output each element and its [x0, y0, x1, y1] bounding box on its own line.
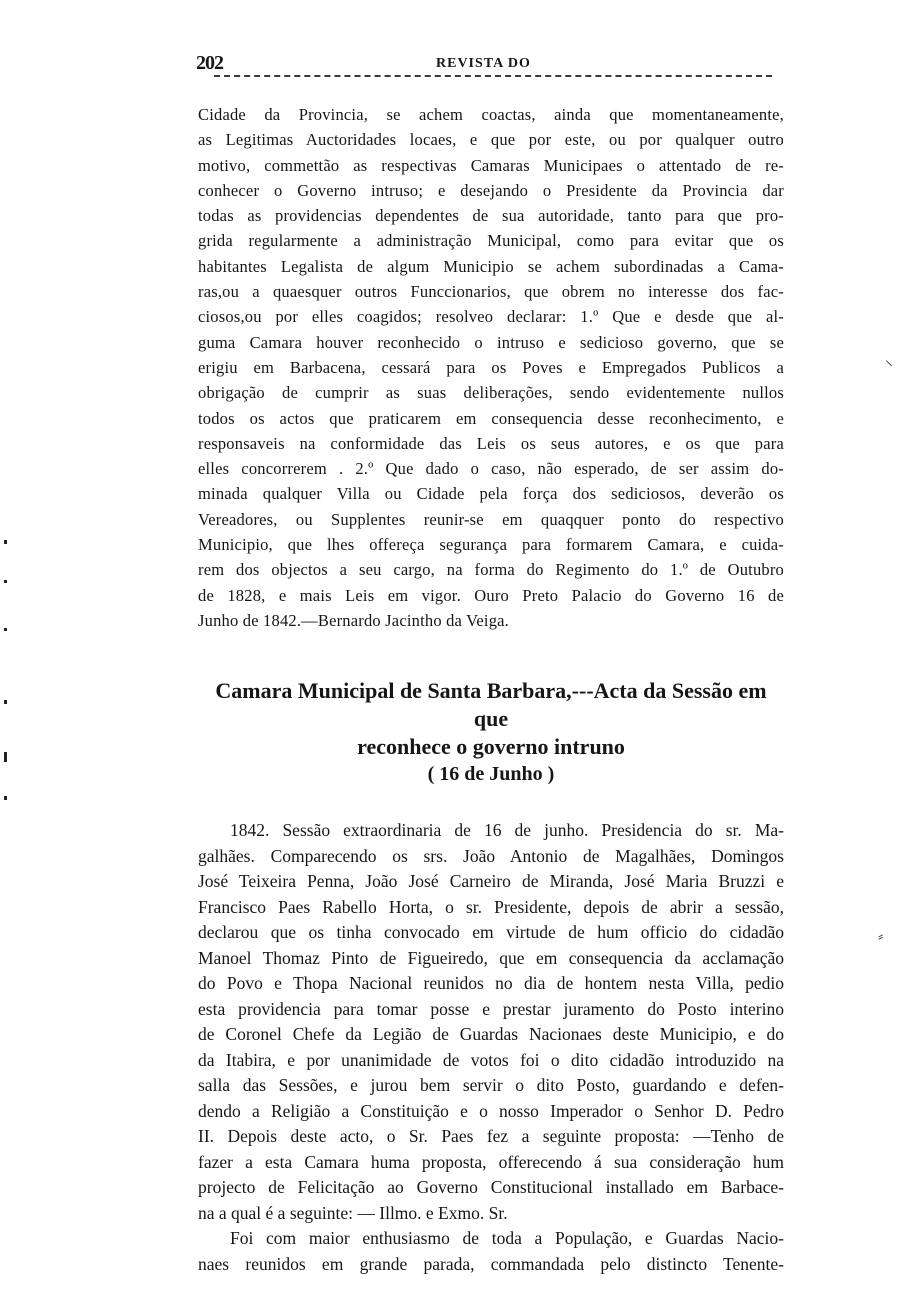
margin-speck: [4, 796, 7, 800]
text-line: de 1828, e mais Leis em vigor. Ouro Preto Palacio do Governo 16 de: [198, 585, 784, 605]
margin-speck: [4, 700, 7, 704]
text-line: II. Depois deste acto, o Sr. Paes fez a seguinte proposta: —Tenho de: [198, 1126, 784, 1146]
minutes-paragraph: [198, 818, 784, 1277]
text-line: elles concorrerem . 2.º Que dado o caso, não esperado, de ser assim do-: [198, 459, 784, 479]
text-line: todas as providencias dependentes de sua autoridade, tanto para que pro-: [198, 206, 784, 226]
running-head: REVISTA DO: [436, 56, 531, 71]
text-line: declarou que os tinha convocado em virtude de hum officio do cidadão: [198, 922, 784, 942]
text-line: todos os actos que praticarem em consequencia desse reconhecimento, e: [198, 408, 784, 428]
text-line: obrigação de cumprir as suas deliberações, sendo evidentemente nullos: [198, 383, 784, 403]
text-line: na a qual é a seguinte: — Illmo. e Exmo. Sr.: [198, 1202, 508, 1223]
text-line: projecto de Felicitação ao Governo Constitucional installado em Barbace-: [198, 1177, 784, 1197]
text-line: conhecer o Governo intruso; e desejando o Presidente da Provincia dar: [198, 180, 784, 200]
section-title-line: reconhece o governo intruno: [357, 734, 625, 759]
text-line: de Coronel Chefe da Legião de Guardas Nacionaes deste Municipio, e do: [198, 1024, 784, 1044]
text-line: grida regularmente a administração Municipal, como para evitar que os: [198, 231, 784, 251]
text-line: ras,ou a quaesquer outros Funccionarios, que obrem no interesse dos fac-: [198, 282, 784, 302]
section-title-line: Camara Municipal de Santa Barbara,---Acta da Sessão em que: [215, 678, 767, 731]
text-line: responsaveis na conformidade das Leis os seus autores, e os que para: [198, 433, 784, 453]
text-line: dendo a Religião a Constituição e o nosso Imperador o Senhor D. Pedro: [198, 1100, 784, 1121]
text-line: 1842. Sessão extraordinaria de 16 de junho. Presidencia do sr. Ma-: [230, 820, 784, 840]
text-line: Manoel Thomaz Pinto de Figueiredo, que em consequencia da acclamação: [198, 947, 784, 968]
margin-speck: [4, 540, 7, 544]
text-line: José Teixeira Penna, João José Carneiro de Miranda, José Maria Bruzzi e: [198, 871, 784, 891]
text-line: da Itabira, e por unanimidade de votos foi o dito cidadão introduzido na: [198, 1049, 784, 1070]
text-line: galhães. Comparecendo os srs. João Antonio de Magalhães, Domingos: [198, 845, 784, 866]
margin-speck: [4, 628, 7, 631]
text-line: guma Camara houver reconhecido o intruso e sedicioso governo, que se: [198, 332, 784, 352]
text-line: Junho de 1842.—Bernardo Jacintho da Veiga.: [198, 610, 509, 630]
page-speck: ⸜: [885, 352, 894, 369]
text-line: motivo, commettão as respectivas Camaras Municipaes o attentado de re-: [198, 155, 784, 175]
text-line: minada qualquer Villa ou Cidade pela força dos sediciosos, deverão os: [198, 484, 784, 504]
section-title: [198, 677, 784, 761]
text-line: ciosos,ou por elles coagidos; resolveo declarar: 1.º Que e desde que al-: [198, 307, 784, 327]
page-speck: ⸗: [878, 928, 884, 945]
text-line: Vereadores, ou Supplentes reunir-se em quaqquer ponto do respectivo: [198, 509, 784, 529]
text-line: as Legitimas Auctoridades locaes, e que por este, ou por qualquer outro: [198, 130, 784, 150]
text-line: erigiu em Barbacena, cessará para os Poves e Empregados Publicos a: [198, 357, 784, 377]
margin-speck: [4, 752, 7, 762]
text-line: salla das Sessões, e jurou bem servir o dito Posto, guardando e defen-: [198, 1075, 784, 1095]
page-number: 202: [196, 52, 223, 74]
text-line: fazer a esta Camara huma proposta, offerecendo á sua consideração hum: [198, 1151, 784, 1172]
text-line: Municipio, que lhes offereça segurança para formarem Camara, e cuida-: [198, 535, 784, 555]
text-line: Francisco Paes Rabello Horta, o sr. Presidente, depois de abrir a sessão,: [198, 896, 784, 917]
text-line: Cidade da Provincia, se achem coactas, ainda que momentaneamente,: [198, 105, 784, 124]
text-line: Foi com maior enthusiasmo de toda a População, e Guardas Nacio-: [230, 1228, 784, 1248]
text-line: naes reunidos em grande parada, commandada pelo distincto Tenente-: [198, 1253, 784, 1274]
header-rule: [214, 75, 772, 77]
text-line: esta providencia para tomar posse e prestar juramento do Posto interino: [198, 998, 784, 1019]
text-line: do Povo e Thopa Nacional reunidos no dia de hontem nesta Villa, pedio: [198, 973, 784, 993]
margin-speck: [4, 580, 7, 583]
text-line: habitantes Legalista de algum Municipio se achem subordinadas a Cama-: [198, 256, 784, 276]
date-heading: ( 16 de Junho ): [427, 763, 555, 785]
decree-paragraph: [198, 102, 784, 633]
text-line: rem dos objectos a seu cargo, na forma do Regimento do 1.º de Outubro: [198, 560, 784, 580]
